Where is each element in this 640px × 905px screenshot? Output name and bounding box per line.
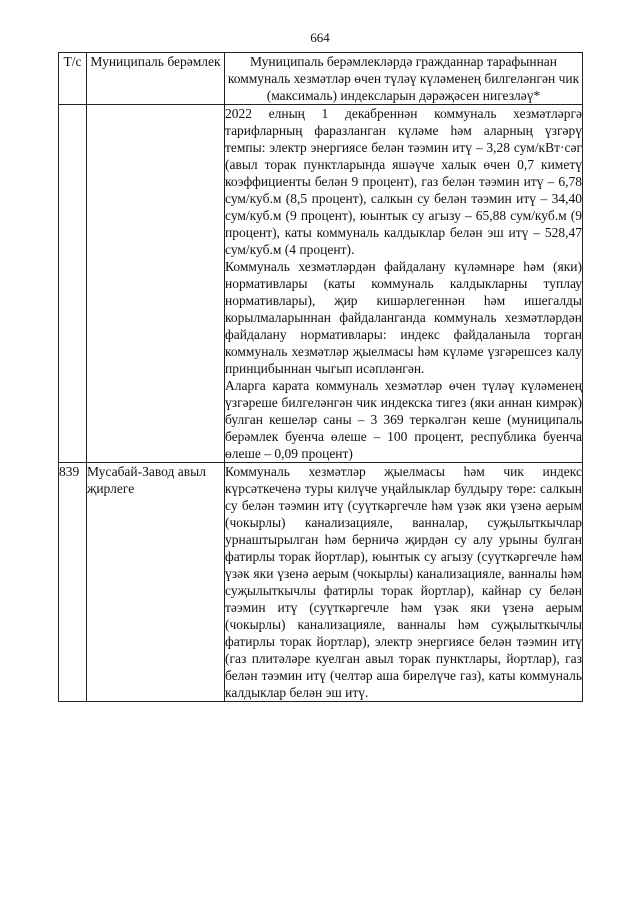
page-number: 664 [310,30,330,45]
row-basis [225,463,583,702]
header-basis: Муниципаль берәмлекләрдә гражданнар тарафыннан коммуналь хезмәтләр өчен түләү күләменең билгеләнгән чик (максималь) индексларын дәрәҗәсен нигезләү* [225,53,583,105]
row-municipality: Мусабай-Завод авыл җирлеге [87,463,225,702]
row-number [59,105,87,463]
municipal-index-table [58,52,583,702]
basis-paragraph: Коммуналь хезмәтләрдән файдалану күләмнәре һәм (яки) нормативлары (каты коммуналь калдыкларны туплау нормативлары), җир кишәрлегеннән һәм ишегалды корылмаларыннан файдаланганда коммуналь хезмәтләрдән файдалану нормативлары: индекс файдаланыла торган коммуналь хезмәтләр җыелмасы һәм күләме үзгәрешсез калу принцибыннан чыгып исәпләнгән. [225,259,582,376]
header-number: Т/с [59,53,87,105]
basis-paragraph: Аларга карата коммуналь хезмәтләр өчен түләү күләменең үзгәреше билгеләнгән чик индекска тигез (яки аннан кимрәк) булган кешеләр саны – 3 369 теркәлгән кеше (муниципаль берәмлек буенча өлеше – 100 процент, республика буенча өлеше – 0,09 процент) [225,378,582,461]
table-row [59,463,583,702]
basis-paragraph: Коммуналь хезмәтләр җыелмасы һәм чик индекс күрсәткеченә туры килүче уңайлыклар булдыру төре: салкын су белән тәэмин итү (суүткәргечле һәм үзәк яки үзенә аерым (чокырлы) канализацияле, ванналар, суҗылыткычлар урнаштырылган һәм берничә җирдән су алу урыны булган фатирлы торак йортлар), юынтык су агызу (суүткәргечле һәм үзәк яки үзенә аерым (чокырлы) канализацияле, ванналы һәм суҗылыткычлы фатирлы торак йортлар), кайнар су белән тәэмин итү (суүткәргечле һәм үзәк яки үзенә аерым (чокырлы) канализацияле, ванналы һәм суҗылыткычлы фатирлы торак йортлар), электр энергиясе белән тәэмин итү (газ плитәләре куелган авыл торак пунктлары, йортлар), газ белән тәэмин итү (челтәр аша бирелүче газ), каты коммуналь калдыклар белән эш итү. [225,464,582,700]
table-row [59,105,583,463]
row-number: 839 [59,463,87,702]
row-municipality [87,105,225,463]
header-municipality: Муниципаль берәмлек [87,53,225,105]
basis-paragraph: 2022 елның 1 декабреннән коммуналь хезмәтләргә тарифларның фаразланган күләме һәм аларның үзгәрү темпы: электр энергиясе белән тәэмин итү – 3,28 сум/кВт·сәг (авыл торак пунктларында яшәүче халык өчен 0,7 киметү коэффициенты белән 9 процент), газ белән тәэмин итү – 6,78 сум/куб.м (8,5 процент), салкын су белән тәэмин итү – 34,40 сум/куб.м (9 процент), юынтык су агызу – 65,88 сум/куб.м (9 процент), каты коммуналь калдыклар белән эш итү – 528,47 сум/куб.м (4 процент). [225,106,582,257]
row-basis [225,105,583,463]
table-header-row [59,53,583,105]
